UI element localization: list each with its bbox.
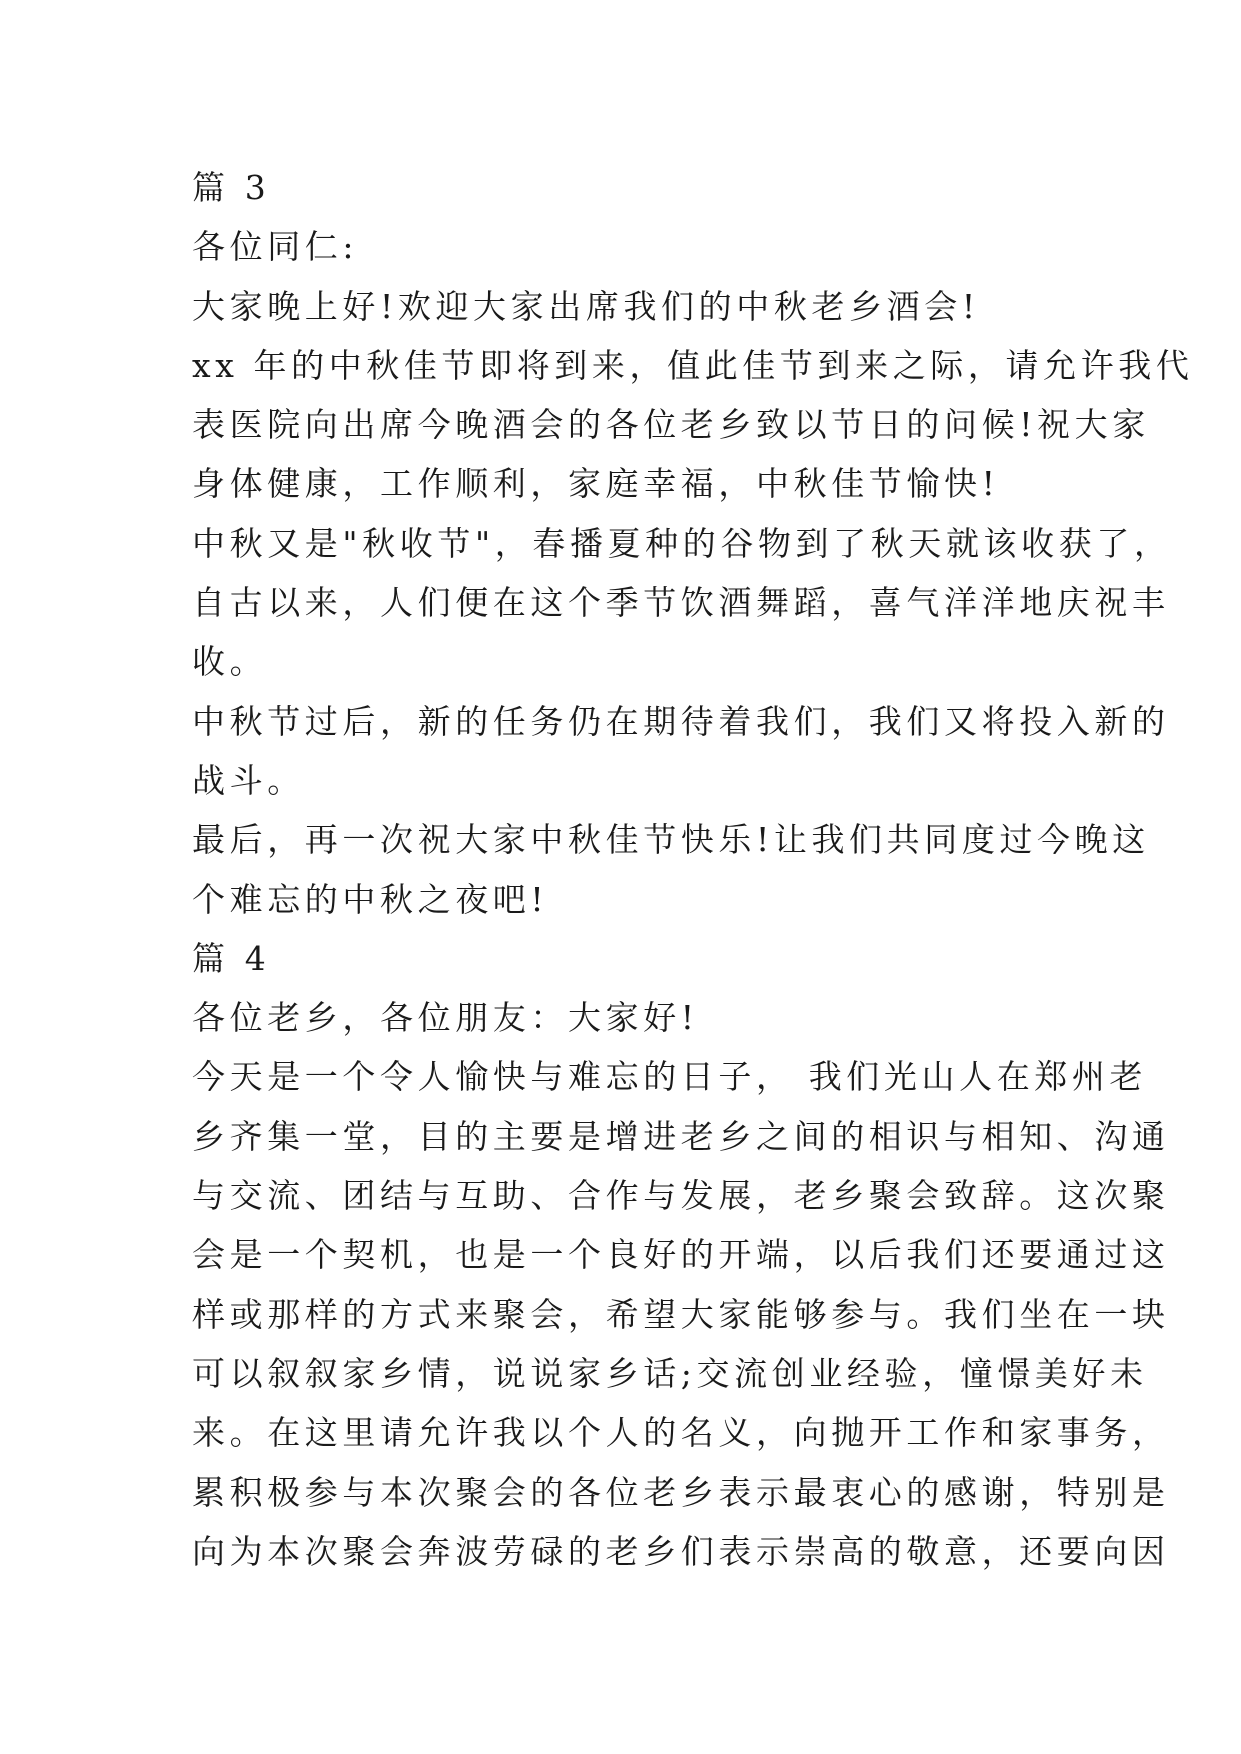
- text-line: 会是一个契机，也是一个良好的开端，以后我们还要通过这: [192, 1235, 1170, 1275]
- salutation: 各位老乡，各位朋友：大家好!: [192, 998, 699, 1038]
- text-line: 乡齐集一堂，目的主要是增进老乡之间的相识与相知、沟通: [192, 1116, 1170, 1156]
- text-line: 今天是一个令人愉快与难忘的日子， 我们光山人在郑州老: [192, 1057, 1148, 1097]
- section-heading: 篇 3: [192, 168, 271, 207]
- text-line: 大家晚上好!欢迎大家出席我们的中秋老乡酒会!: [192, 286, 980, 326]
- text-line: 向为本次聚会奔波劳碌的老乡们表示崇高的敬意，还要向因: [192, 1531, 1170, 1571]
- text-line: 可以叙叙家乡情，说说家乡话;交流创业经验，憧憬美好未: [192, 1353, 1148, 1393]
- section-heading: 篇 4: [192, 938, 271, 978]
- text-line: 中秋节过后，新的任务仍在期待着我们，我们又将投入新的: [192, 701, 1170, 741]
- text-line: 与交流、团结与互助、合作与发展，老乡聚会致辞。这次聚: [192, 1176, 1170, 1216]
- text-line: 收。: [192, 642, 268, 682]
- text-line: 表医院向出席今晚酒会的各位老乡致以节日的问候!祝大家: [192, 405, 1150, 445]
- text-line: 累积极参与本次聚会的各位老乡表示最衷心的感谢，特别是: [192, 1472, 1170, 1512]
- text-line: 个难忘的中秋之夜吧!: [192, 879, 549, 919]
- text-line: 最后，再一次祝大家中秋佳节快乐!让我们共同度过今晚这: [192, 820, 1150, 860]
- text-line: 战斗。: [192, 760, 305, 800]
- text-line: 样或那样的方式来聚会，希望大家能够参与。我们坐在一块: [192, 1294, 1170, 1334]
- text-line: 中秋又是"秋收节"，春播夏种的谷物到了秋天就该收获了，: [192, 523, 1172, 563]
- salutation: 各位同仁:: [192, 227, 359, 267]
- text-line: xx 年的中秋佳节即将到来，值此佳节到来之际，请允许我代: [192, 345, 1194, 385]
- text-line: 身体健康，工作顺利，家庭幸福，中秋佳节愉快!: [192, 464, 1000, 504]
- text-line: 来。在这里请允许我以个人的名义，向抛开工作和家事务，: [192, 1413, 1170, 1453]
- document-body: [192, 158, 1194, 1581]
- text-line: 自古以来，人们便在这个季节饮酒舞蹈，喜气洋洋地庆祝丰: [192, 583, 1170, 623]
